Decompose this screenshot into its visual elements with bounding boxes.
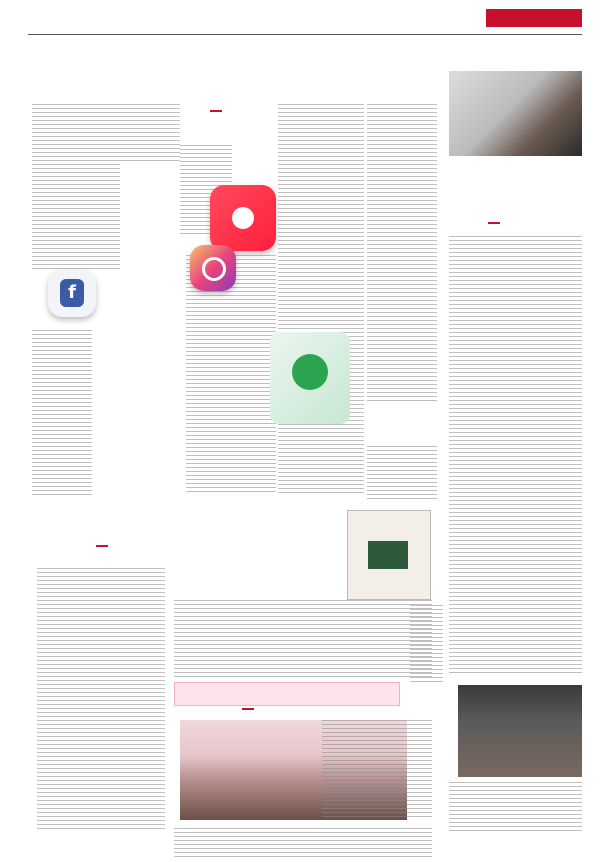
hospitality-article-body-right (322, 720, 432, 820)
messaging-phone-illustration (270, 332, 350, 424)
article-social-col1-bottom (32, 330, 92, 498)
section-label (486, 9, 582, 27)
youtube-icon-play (232, 207, 254, 229)
newspaper-logo (30, 8, 110, 28)
youtube-icon (210, 185, 276, 251)
article-social-col4 (367, 104, 437, 404)
crime-article-body-end (449, 782, 582, 834)
masthead (0, 0, 610, 42)
instagram-icon-lens (202, 257, 226, 281)
instagram-icon (190, 245, 236, 291)
poetry-article-col1 (37, 568, 165, 830)
crime-article-photo-2 (458, 685, 582, 777)
crime-article-author (488, 222, 500, 224)
social-media-icons-graphic (68, 175, 330, 325)
hospitality-article-author (242, 708, 254, 710)
article-social-col1-top (32, 104, 120, 272)
book-cover-art (368, 541, 408, 569)
poetry-article-col2 (174, 600, 432, 678)
article-social-col4-bottom (367, 446, 437, 500)
poetry-article-author (96, 545, 108, 547)
facebook-icon (48, 269, 96, 317)
hospitality-article-body (174, 828, 432, 858)
crime-article-photo (449, 71, 582, 156)
hospitality-article-banner (174, 682, 400, 706)
poetry-article-col3 (410, 605, 443, 683)
crime-article-body (449, 236, 582, 676)
book-cover-image (347, 510, 431, 600)
article-social-col2-top (120, 104, 180, 164)
article-social-author (210, 110, 222, 112)
facebook-icon-glyph: f (60, 279, 84, 307)
whatsapp-icon (292, 354, 328, 390)
header-rule (28, 34, 582, 35)
